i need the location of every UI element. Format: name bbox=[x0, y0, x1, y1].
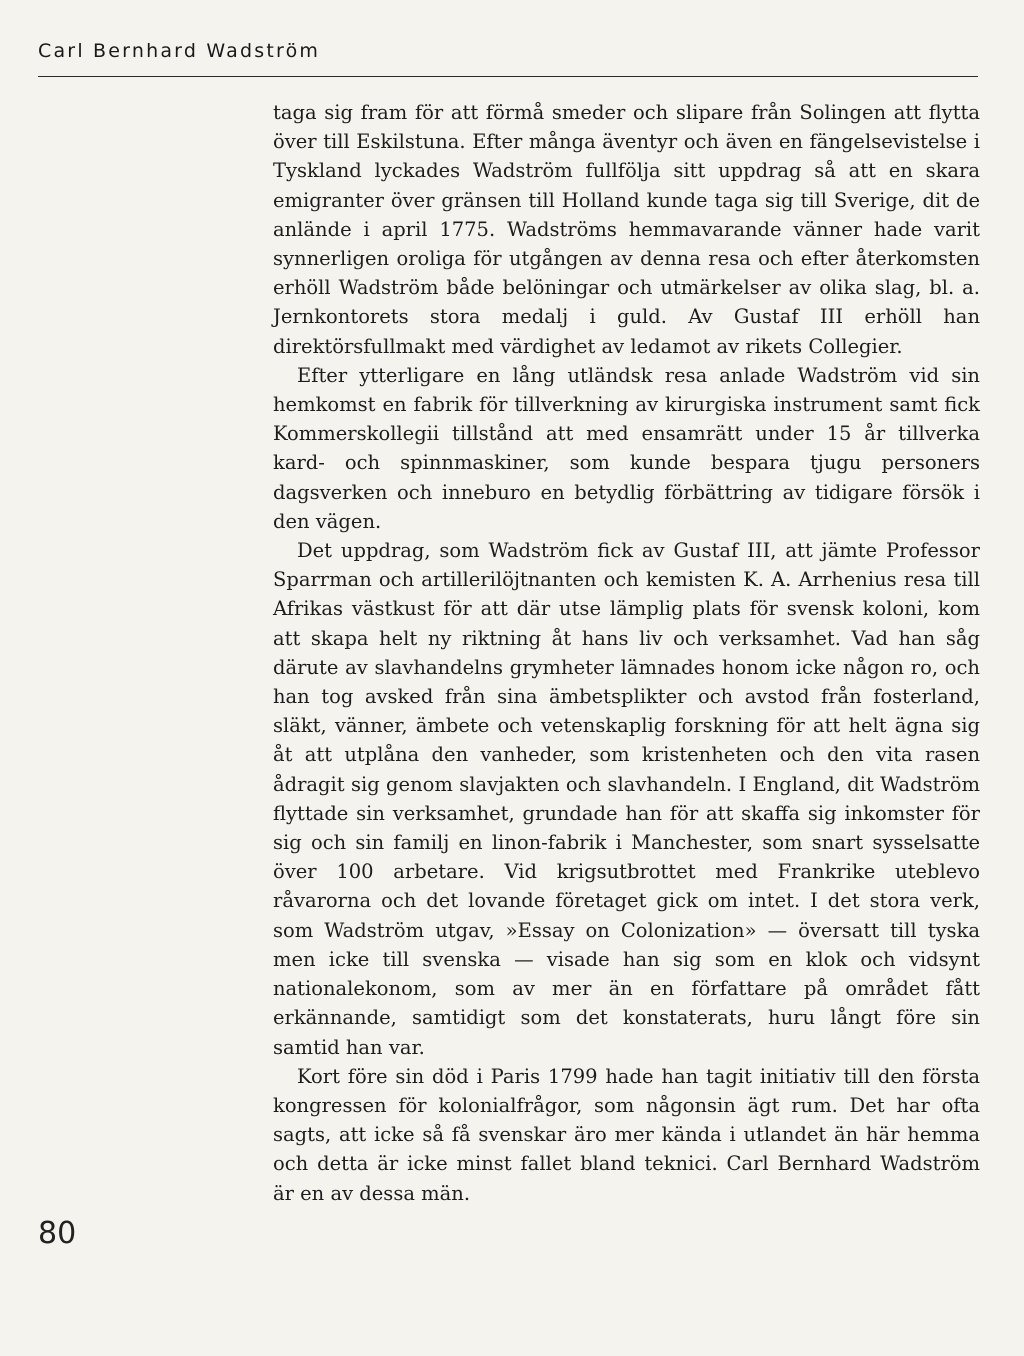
page-number: 80 bbox=[38, 1216, 77, 1251]
paragraph-4: Kort före sin död i Paris 1799 hade han tagit initiativ till den första kongressen för kolonialfrågor, som någonsin ägt rum. Det har ofta sagts, att icke så få svenskar äro mer kända i utlandet än här hemma och detta är icke minst fallet bland teknici. Carl Bernhard Wadström är en av dessa män. bbox=[273, 1064, 980, 1205]
body-text bbox=[273, 98, 980, 1208]
paragraph-3: Det uppdrag, som Wadström fick av Gustaf III, att jämte Professor Sparrman och artillerilöjtnanten och kemisten K. A. Arrhenius resa till Afrikas västkust för att där utse lämplig plats för svensk koloni, kom att skapa helt ny riktning åt hans liv och verksamhet. Vad han såg därute av slavhandelns grymheter lämnades honom icke någon ro, och han tog avsked från sina ämbetsplikter och avstod från fosterland, släkt, vänner, ämbete och vetenskaplig forskning för att helt ägna sig åt att utplåna den vanheder, som kristenheten och den vita rasen ådragit sig genom slavjakten och slavhandeln. I England, dit Wadström flyttade sin verksamhet, grundade han för att skaffa sig inkomster för sig och sin familj en linon-fabrik i Manchester, som snart sysselsatte över 100 arbetare. Vid krigsutbrottet med Frankrike uteblevo råvarorna och det lovande företaget gick om intet. I det stora verk, som Wadström utgav, »Essay on Colonization» — översatt till tyska men icke till svenska — visade han sig som en klok och vidsynt nationalekonom, som av mer än en författare på området fått erkännande, samtidigt som det konstaterats, huru långt före sin samtid han var. bbox=[273, 539, 980, 1059]
paragraph-2: Efter ytterligare en lång utländsk resa anlade Wadström vid sin hemkomst en fabrik för tillverkning av kirurgiska instrument samt fick Kommerskollegii tillstånd att med ensamrätt under 15 år tillverka kard- och spinnmaskiner, som kunde bespara tjugu personers dagsverken och inneburo en betydlig förbättring av tidigare försök i den vägen. bbox=[273, 363, 980, 533]
paragraph-1: taga sig fram för att förmå smeder och slipare från Solingen att flytta över till Eskilstuna. Efter många äventyr och även en fängelsevistelse i Tyskland lyckades Wadström fullfölja sitt uppdrag så att en skara emigranter över gränsen till Holland kunde taga sig till Sverige, dit de anlände i april 1775. Wadströms hemmavarande vänner hade varit synnerligen oroliga för utgången av denna resa och efter återkomsten erhöll Wadström både belöningar och utmärkelser av olika slag, bl. a. Jernkontorets stora medalj i guld. Av Gustaf III erhöll han direktörsfullmakt med värdighet av ledamot av rikets Collegier. bbox=[273, 101, 980, 358]
header-rule bbox=[38, 76, 978, 77]
running-head-title: Carl Bernhard Wadström bbox=[38, 40, 321, 62]
